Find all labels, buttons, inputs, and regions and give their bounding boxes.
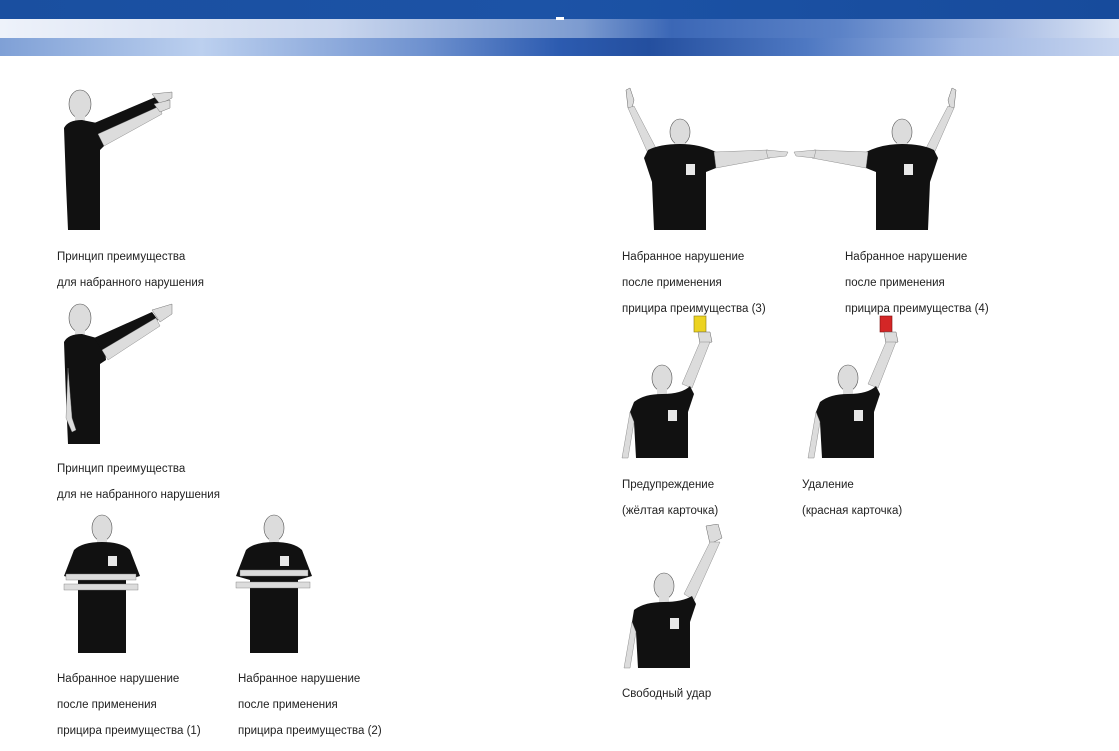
red-card-icon (880, 316, 892, 332)
referee-figure-free-kick (620, 524, 730, 670)
caption-penalty-after-advantage-1: Набранное нарушение после применения прицира преимущества (1) (57, 673, 201, 737)
caption-penalty-after-advantage-2: Набранное нарушение после применения прицира преимущества (2) (238, 673, 382, 737)
referee-figure-advantage-one-arm (62, 298, 177, 446)
header-band-gradient-lower (0, 38, 1119, 56)
caption-caution-yellow-card: Предупреждение (жёлтая карточка) (622, 479, 719, 517)
caption-sending-off-red-card: Удаление (красная карточка) (802, 479, 903, 517)
referee-figure-advantage-both-arms (62, 84, 177, 232)
header-band-gradient (0, 19, 1119, 38)
referee-figure-penalty-after-advantage-2 (232, 510, 317, 655)
yellow-card-icon (694, 316, 706, 332)
referee-figure-yellow-card (620, 312, 720, 460)
caption-advantage-penalty-offence: Принцип преимущества для набранного нарушения (57, 251, 204, 289)
referee-figure-red-card (806, 312, 906, 460)
header-notch (556, 17, 564, 20)
caption-penalty-after-advantage-3: Набранное нарушение после применения прицира преимущества (3) (622, 251, 766, 315)
caption-penalty-after-advantage-4: Набранное нарушение после применения прицира преимущества (4) (845, 251, 989, 315)
caption-free-kick: Свободный удар (622, 688, 712, 700)
caption-advantage-non-penalty-offence: Принцип преимущества для не набранного нарушения (57, 463, 220, 501)
referee-figure-penalty-after-advantage-3 (620, 86, 790, 232)
referee-figure-penalty-after-advantage-4 (792, 86, 962, 232)
header-banner (0, 0, 1119, 56)
referee-figure-penalty-after-advantage-1 (60, 510, 145, 655)
